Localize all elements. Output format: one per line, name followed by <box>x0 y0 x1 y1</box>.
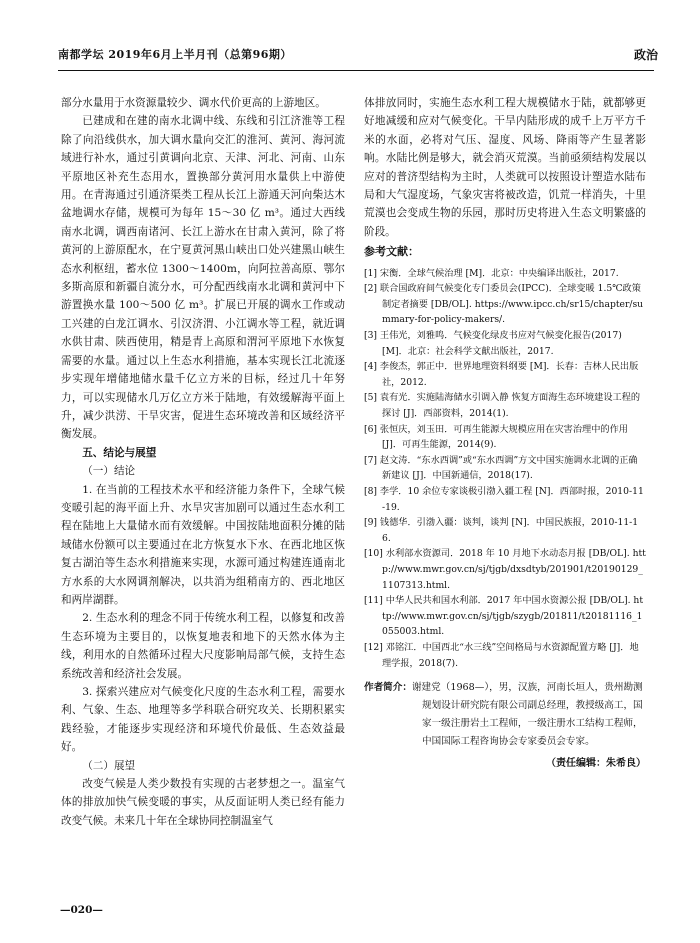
conclusion-item: 3. 探索兴建应对气候变化尺度的生态水利工程，需要水利、气象、生态、地理等多学科联合研究攻关、长期积累实践经验，才能逐步实现经济和环境代价最低、生态效益最好。 <box>61 686 345 754</box>
section-label: 政治 <box>633 48 658 62</box>
paragraph: 部分水量用于水资源量较少、调水代价更高的上游地区。 <box>61 97 326 109</box>
responsible-editor: （责任编辑：朱希良） <box>546 758 646 770</box>
reference-item: [7] 赵文涛．“东水西调”或“东水西调”方文中国实施调水北调的正确新建议 [J]．中国新通信，2018(17). <box>364 454 638 482</box>
paragraph: 体排放同时，实施生态水利工程大规模储水于陆，就都够更好地减缓和应对气候变化。干旱内陆形成的成千上万平方千米的水面，必将对气压、湿度、风场、降雨等产生显著影响。水陆比例是够大，就会消灭荒漠。当前亟须结构发展以应对的普济型结构为主时，人类就可以按照设计塑造水陆布局和大气湿度场，气象灾害将被改造，饥荒一样消失，十里荒漠也会变成生物的乐园，那时历史将进入生态文明繁盛的阶段。 <box>364 97 646 238</box>
reference-item: [4] 李俊杰，郭正中．世界地理资料纲要 [M]．长春：吉林人民出版社，2012. <box>364 361 639 388</box>
paragraph: 已建成和在建的南水北调中线、东线和引江济淮等工程除了向沿线供水，加大调水量向交汇的淮河、黄河、海河流域进行补水，通过引黄调向北京、天津、河北、河南、山东平原地区补充生态用水，置换部分黄河用水量供上中游使用。在青海通过引通济渠类工程从长江上游通天河向柴达木盆地调水存储，规模可为每年 15～30 亿 m³。通过大西线南水北调，调西南诸河、长江上游水在甘肃入黄河，除了将黄河的上游原配水，在宁夏黄河黑山峡出口处兴建黑山峡生态水利枢纽，蓄水位 1300～1400m，向阿拉善高原、鄂尔多斯高原和新疆自流分水，可分配西线南水北调和黄河中下游置换水量 100～500 亿 m³。扩展已开展的调水工作或动工兴建的白龙江调水、引汉济渭、小江调水等工程，就近调水供甘肃、陕西使用，精是青上高原和渭河平原地下水恢复需要的水量。通过以上生态水利措施，基本实现长江北流逐步实现年增储地储水量千亿立方米的目标，经过几十年努力，可以实现储水几万亿立方米于陆地，有效缓解海平面上升，减少洪涝、干旱灾害，促进生态环境改善和区域经济平衡发展。 <box>61 115 345 441</box>
left-column <box>61 94 345 830</box>
author-label: 作者简介： <box>364 682 412 694</box>
right-column <box>364 94 646 774</box>
reference-item: [11] 中华人民共和国水利部．2017 年中国水资源公报 [DB/OL]. http://www.mwr.gov.cn/sj/tjgb/szygb/201811/t20181116_1055003.html. <box>364 595 644 638</box>
reference-item: [8] 李学．10 余位专家谈极引渤入疆工程 [N]．西部时报，2010-11-19. <box>364 485 644 513</box>
author-bio <box>364 679 646 751</box>
reference-item: [10] 水利部水资源司．2018 年 10 月地下水动态月报 [DB/OL]. http://www.mwr.gov.cn/sj/tjgb/dxsdtyb/201901/t20190129_1107313.html. <box>364 548 646 591</box>
header-rule <box>58 70 654 71</box>
reference-item: [2] 联合国政府间气候变化专门委员会(IPCC)．全球变暖 1.5℃政策制定者摘要 [DB/OL]. https://www.ipcc.ch/sr15/chapter/summary-for-policy-makers/. <box>364 283 644 326</box>
reference-item: [3] 王伟光，刘雅鸣．气候变化绿皮书应对气候变化报告(2017) [M]．北京：社会科学文献出版社，2017. <box>364 330 622 357</box>
section-heading: 五、结论与展望 <box>82 446 157 459</box>
subsection-heading: （二）展望 <box>82 759 136 772</box>
reference-item: [6] 张恒庆，刘玉田．可再生能源大规模应用在灾害治理中的作用 [J]．可再生能源，2014(9). <box>364 423 628 451</box>
conclusion-item: 1. 在当前的工程技术水平和经济能力条件下，全球气候变暖引起的海平面上升、水旱灾害加剧可以通过生态水利工程在陆地上大量储水而有效缓解。中国按陆地面积分摊的陆域储水份额可以主要通过在北方恢复水下水、在西北地区恢复古湖泊等生态水利措施来实现，水源可通过构建连通南北方水系的大水网调剂解决，以共消为组稍南方的、西北地区和两岸湖群。 <box>61 483 345 606</box>
running-header <box>58 44 658 66</box>
references-title: 参考文献： <box>364 245 419 259</box>
reference-item: [12] 邓铭江．中国西北“水三线”空间格局与水资源配置方略 [J]．地理学报，2018(7). <box>364 641 639 669</box>
reference-item: [5] 袁有光．实施陆海储水引调入静 恢复方面海生态环境建设工程的探讨 [J]．西部资料，2014(1). <box>364 392 641 419</box>
author-text: 谢建党（1968—），男，汉族，河南长垣人，贵州勘测规划设计研究院有限公司副总经理，教授级高工，国家一级注册岩土工程师，一级注册水工结构工程师，中国国际工程咨询协会专家委员会专家。 <box>411 682 643 748</box>
page-number: —020— <box>60 904 103 916</box>
references-list <box>364 266 646 671</box>
subsection-heading: （一）结论 <box>82 465 136 478</box>
paragraph: 改变气候是人类少数投有实现的古老梦想之一。温室气体的排放加快气候变暖的事实，从反面证明人类已经有能力改变气候。未来几十年在全球协同控制温室气 <box>61 778 345 827</box>
journal-title: 南都学坛 2019年6月上半月刊（总第96期） <box>58 48 292 61</box>
reference-item: [1] 宋衡．全球气候治理 [M]．北京：中央编译出版社，2017. <box>364 267 619 279</box>
conclusion-item: 2. 生态水利的理念不同于传统水利工程，以修复和改善生态环境为主要目的，以恢复地表和地下的天然水体为主线，利用水的自然循环过程大尺度影响局部气候，支持生态系统改善和经济社会发展。 <box>61 612 345 680</box>
reference-item: [9] 钱德华．引渤入疆：谈判，谈判 [N]．中国民族报，2010-11-16. <box>364 517 639 544</box>
